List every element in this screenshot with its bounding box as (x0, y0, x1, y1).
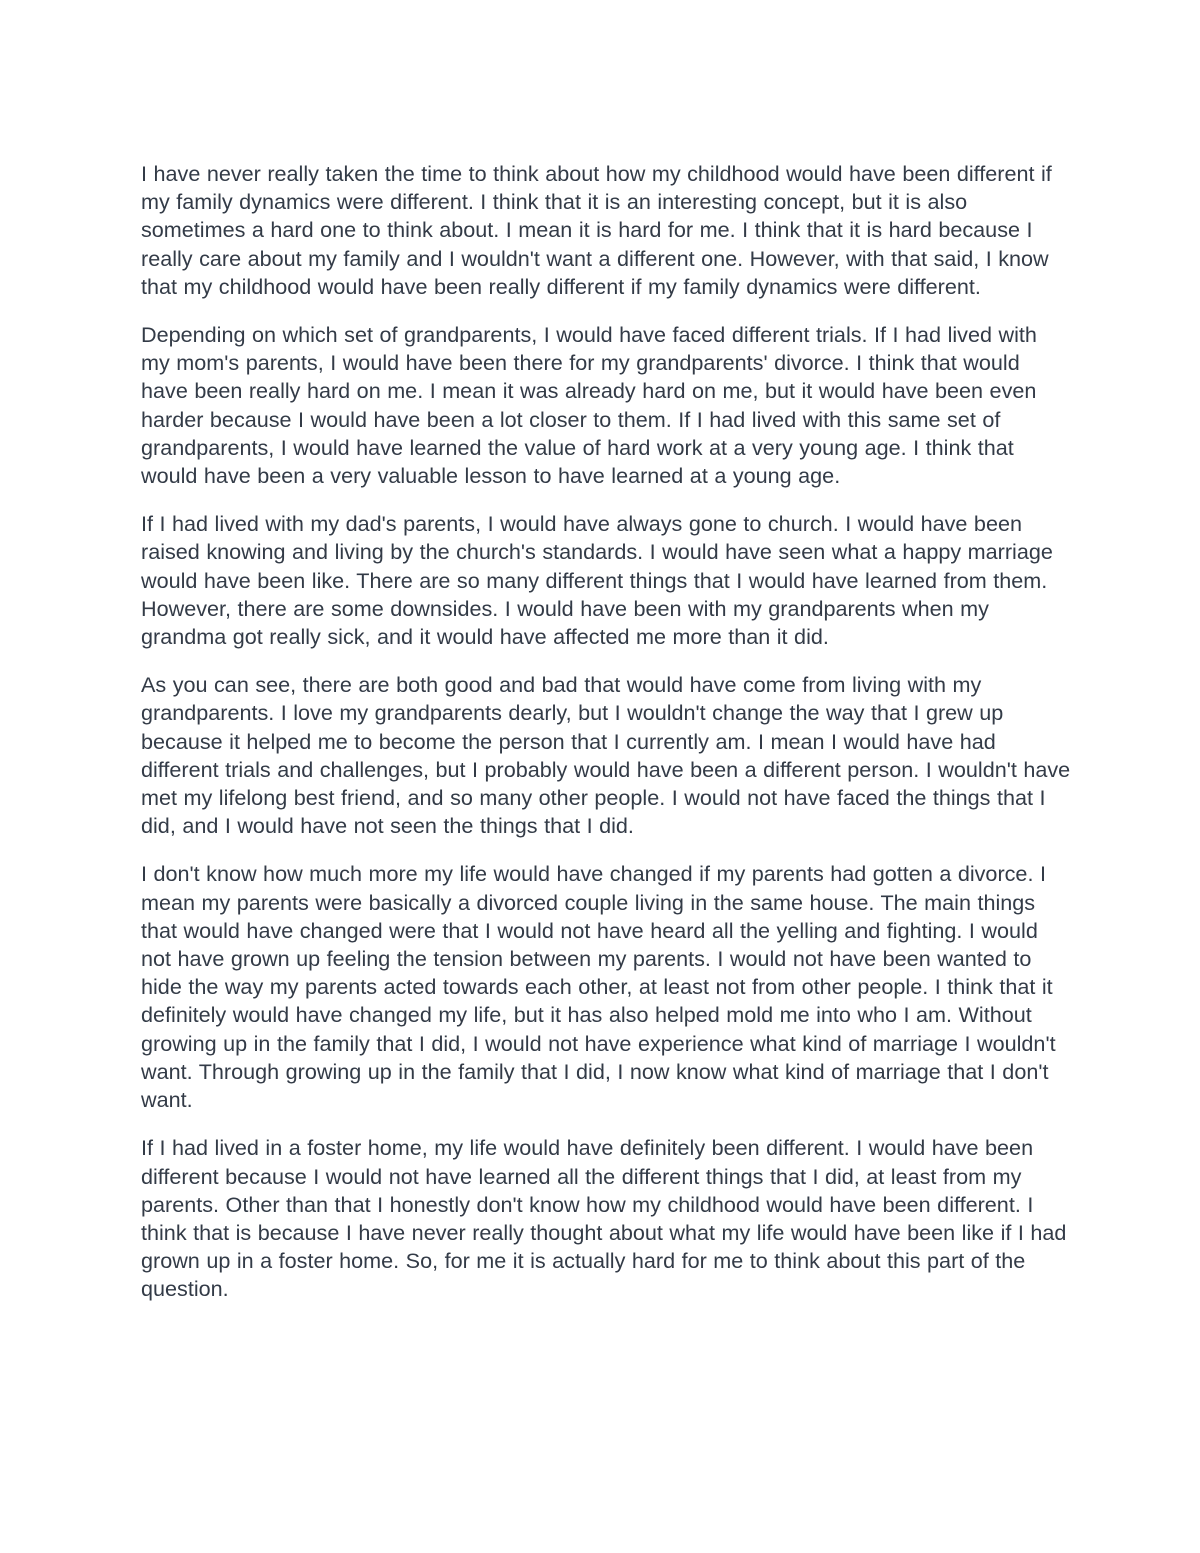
paragraph-4: As you can see, there are both good and bad that would have come from living with my grandparents. I love my grandparents dearly, but I wouldn't change the way that I grew up because it helped me to become the person that I currently am. I mean I would have had different trials and challenges, but I probably would have been a different person. I wouldn't have met my lifelong best friend, and so many other people. I would not have faced the things that I did, and I would have not seen the things that I did. (141, 672, 1071, 839)
paragraph-3: If I had lived with my dad's parents, I would have always gone to church. I would have been raised knowing and living by the church's standards. I would have seen what a happy marriage would have been like. There are so many different things that I would have learned from them. However, there are some downsides. I would have been with my grandparents when my grandma got really sick, and it would have affected me more than it did. (141, 511, 1053, 650)
document-body (141, 160, 1071, 1324)
paragraph-6: If I had lived in a foster home, my life would have definitely been different. I would have been different because I would not have learned all the different things that I did, at least from my parents. Other than that I honestly don't know how my childhood would have been different. I think that is because I have never really thought about what my life would have been like if I had grown up in a foster home. So, for me it is actually hard for me to think about this part of the question. (141, 1135, 1067, 1302)
paragraph-5: I don't know how much more my life would have changed if my parents had gotten a divorce. I mean my parents were basically a divorced couple living in the same house. The main things that would have changed were that I would not have heard all the yelling and fighting. I would not have grown up feeling the tension between my parents. I would not have been wanted to hide the way my parents acted towards each other, at least not from other people. I think that it definitely would have changed my life, but it has also helped mold me into who I am. Without growing up in the family that I did, I would not have experience what kind of marriage I wouldn't want. Through growing up in the family that I did, I now know what kind of marriage that I don't want. (141, 861, 1056, 1113)
paragraph-1: I have never really taken the time to think about how my childhood would have been different if my family dynamics were different. I think that it is an interesting concept, but it is also sometimes a hard one to think about. I mean it is hard for me. I think that it is hard because I really care about my family and I wouldn't want a different one. However, with that said, I know that my childhood would have been really different if my family dynamics were different. (141, 161, 1052, 299)
paragraph-2: Depending on which set of grandparents, I would have faced different trials. If I had lived with my mom's parents, I would have been there for my grandparents' divorce. I think that would have been really hard on me. I mean it was already hard on me, but it would have been even harder because I would have been a lot closer to them. If I had lived with this same set of grandparents, I would have learned the value of hard work at a very young age. I think that would have been a very valuable lesson to have learned at a young age. (141, 322, 1037, 489)
